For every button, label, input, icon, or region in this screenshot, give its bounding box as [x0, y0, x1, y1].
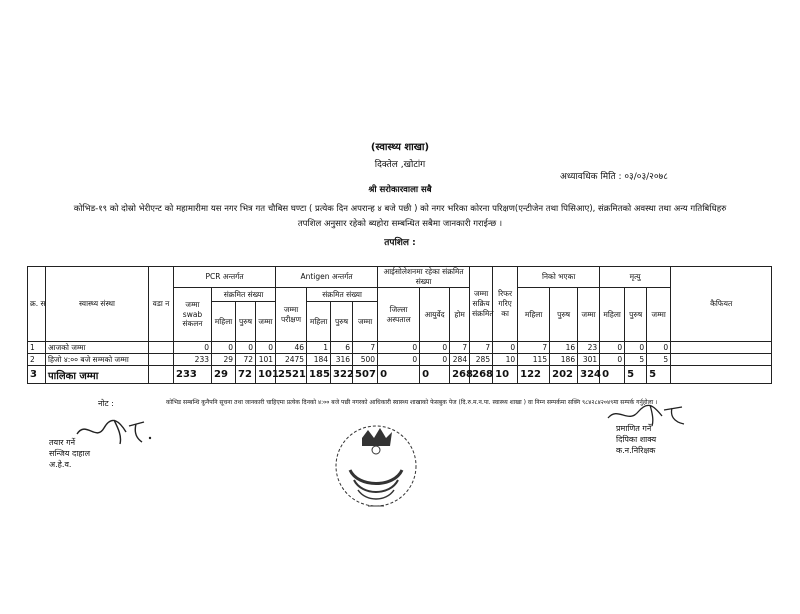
cell-rec-f: 7: [518, 342, 550, 354]
header-antigen-male: पुरुष: [331, 302, 353, 342]
header-pcr-total: जम्मा: [256, 302, 276, 342]
cell-pcr-t: 101: [256, 354, 276, 366]
header-deaths-male: पुरुष: [625, 288, 647, 342]
cell-referred: 0: [493, 342, 518, 354]
cell-sn: 2: [28, 354, 46, 366]
header-pcr-female: महिला: [212, 302, 236, 342]
cell-d-f: 0: [600, 354, 625, 366]
subject-line-2: तपशिल अनुसार रहेको ब्यहोरा सम्बन्धित सबैमा जानकारी गराईन्छ ।: [297, 219, 503, 229]
header-deaths-total: जम्मा: [647, 288, 671, 342]
header-deaths-group: मृत्यु: [600, 267, 671, 288]
cell-ag-test: 2521: [276, 366, 307, 384]
cell-pcr-f: 29: [212, 366, 236, 384]
cell-rec-t: 23: [578, 342, 600, 354]
cell-d-m: 0: [625, 342, 647, 354]
certified-by-block: [602, 423, 656, 456]
header-antigen-group: Antigen अन्तर्गत: [276, 267, 378, 288]
cell-iso-hosp: 0: [378, 366, 420, 384]
cell-active: 285: [470, 354, 493, 366]
cell-iso-home: 7: [450, 342, 470, 354]
cell-sn: 3: [28, 366, 46, 384]
header-recovered-female: महिला: [518, 288, 550, 342]
header-ayurved: आयुर्वेद: [420, 288, 450, 342]
prepared-by-post: अ.हे.व.: [49, 460, 72, 469]
note-text: कोभिड सम्बन्धि कुनैपनि सूचना तथा जानकारी चाहिएमा प्रत्येक दिनको ४:०० बजे पछी नगरको आधिकारी स्वास्थ्य शाखाको फेसबुक पेज (दि.रु.म.न.पा. स्वास्थ्य शाखा ) वा निम्न सम्पर्कमा सक्नि ९८४२८४२०४९मा सम्पर्क गर्नुहोला ।: [166, 399, 658, 406]
cell-sn: 1: [28, 342, 46, 354]
header-pcr-infected: संक्रमित संख्या: [212, 288, 276, 302]
header-antigen-tests: जम्मा परीक्षण: [276, 288, 307, 342]
table-row: [28, 366, 772, 384]
cell-d-m: 5: [625, 366, 647, 384]
covid-report-table: [27, 266, 772, 384]
cell-rec-f: 115: [518, 354, 550, 366]
cell-ag-test: 2475: [276, 354, 307, 366]
cell-d-m: 5: [625, 354, 647, 366]
cell-ag-t: 7: [353, 342, 378, 354]
header-sn: क्र. स: [28, 267, 46, 342]
header-health-institution: स्वास्थ्य संस्था: [46, 267, 149, 342]
cell-rec-m: 186: [550, 354, 578, 366]
certified-by-name: दिपिका शाक्य: [616, 435, 657, 444]
cell-pcr-f: 0: [212, 342, 236, 354]
cell-d-t: 0: [647, 342, 671, 354]
cell-d-f: 0: [600, 342, 625, 354]
header-referred: रिफर गरिए का: [493, 267, 518, 342]
cell-remarks: [671, 354, 772, 366]
cell-ag-test: 46: [276, 342, 307, 354]
cell-referred: 10: [493, 354, 518, 366]
cell-ag-m: 316: [331, 354, 353, 366]
cell-pcr-swab: 233: [174, 354, 212, 366]
cell-iso-hosp: 0: [378, 354, 420, 366]
cell-active: 268: [470, 366, 493, 384]
cell-pcr-swab: 0: [174, 342, 212, 354]
header-recovered-male: पुरुष: [550, 288, 578, 342]
certified-by-label: प्रमाणित गर्ने: [616, 424, 652, 433]
header-pcr-group: PCR अन्तर्गत: [174, 267, 276, 288]
table-row: [28, 354, 772, 366]
cell-ag-f: 184: [307, 354, 331, 366]
prepared-by-label: तयार गर्ने: [49, 438, 76, 447]
cell-org: पालिका जम्मा: [46, 366, 149, 384]
header-isolation-group: आईसोलेशनमा रहेका संक्रमित संख्या: [378, 267, 470, 288]
cell-ag-m: 322: [331, 366, 353, 384]
cell-remarks: [671, 342, 772, 354]
cell-referred: 10: [493, 366, 518, 384]
cell-iso-home: 268: [450, 366, 470, 384]
header-pcr-male: पुरुष: [236, 302, 256, 342]
cell-ag-m: 6: [331, 342, 353, 354]
cell-ag-f: 1: [307, 342, 331, 354]
cell-iso-home: 284: [450, 354, 470, 366]
cell-iso-ayur: 0: [420, 354, 450, 366]
municipality-seal-icon: [328, 418, 424, 514]
office-name: (स्वास्थ्य शाखा): [370, 142, 430, 153]
table-row: [28, 342, 772, 354]
details-heading: तपशिल :: [384, 238, 416, 248]
header-district-hospital: जिल्ला अस्पताल: [378, 288, 420, 342]
cell-org: हिजो ४:०० बजे सम्मको जम्मा: [46, 354, 149, 366]
cell-pcr-t: 0: [256, 342, 276, 354]
cell-iso-ayur: 0: [420, 342, 450, 354]
cell-ward: [149, 342, 174, 354]
cell-active: 7: [470, 342, 493, 354]
header-recovered-group: निको भएका: [518, 267, 600, 288]
header-recovered-total: जम्मा: [578, 288, 600, 342]
cell-ward: [149, 354, 174, 366]
certified-by-post: क.न.निरिक्षक: [616, 446, 656, 455]
cell-ward: [149, 366, 174, 384]
cell-ag-t: 507: [353, 366, 378, 384]
cell-pcr-f: 29: [212, 354, 236, 366]
cell-d-t: 5: [647, 366, 671, 384]
header-active-infected: जम्मा सक्रिय संक्रमित: [470, 267, 493, 342]
cell-org: आजको जम्मा: [46, 342, 149, 354]
cell-rec-t: 324: [578, 366, 600, 384]
cell-rec-m: 202: [550, 366, 578, 384]
header-antigen-infected: संक्रमित संख्या: [307, 288, 378, 302]
header-pcr-swab: जम्मा swab संकलन: [174, 288, 212, 342]
cell-pcr-m: 0: [236, 342, 256, 354]
cell-pcr-m: 72: [236, 354, 256, 366]
header-remarks: कैफियत: [671, 267, 772, 342]
cell-iso-hosp: 0: [378, 342, 420, 354]
header-antigen-total: जम्मा: [353, 302, 378, 342]
cell-remarks: [671, 366, 772, 384]
header-ward: वडा न: [149, 267, 174, 342]
cell-d-f: 0: [600, 366, 625, 384]
header-antigen-female: महिला: [307, 302, 331, 342]
cell-d-t: 5: [647, 354, 671, 366]
header-deaths-female: महिला: [600, 288, 625, 342]
note-label: नोट :: [98, 399, 114, 408]
cell-pcr-m: 72: [236, 366, 256, 384]
prepared-by-block: [49, 437, 90, 470]
office-location: दिक्तेल ,खोटांग: [374, 160, 426, 170]
subject-line-1: कोभिड-१९ को दोस्रो भेरीएन्ट को महामारीमा यस नगर भित्र गत चौबिस घण्टा ( प्रत्येक दिन अपरान्ह ४ बजे पछी ) को नगर भरिका कोरना परिक्षण(एन्टीजेन तथा पिसिआए), संक्रमितको अवस्था तथा अन्य गतिबिधिहरु: [73, 204, 727, 214]
header-home: होम: [450, 288, 470, 342]
cell-rec-t: 301: [578, 354, 600, 366]
cell-iso-ayur: 0: [420, 366, 450, 384]
prepared-by-name: सन्जिय दाहाल: [49, 449, 91, 458]
update-date: अध्यावधिक मिति : ०३/०३/२०७८: [560, 172, 668, 182]
cell-ag-t: 500: [353, 354, 378, 366]
cell-pcr-swab: 233: [174, 366, 212, 384]
cell-pcr-t: 101: [256, 366, 276, 384]
cell-rec-m: 16: [550, 342, 578, 354]
cell-ag-f: 185: [307, 366, 331, 384]
cell-rec-f: 122: [518, 366, 550, 384]
addressee: श्री सरोकारवाला सबै: [368, 185, 432, 195]
